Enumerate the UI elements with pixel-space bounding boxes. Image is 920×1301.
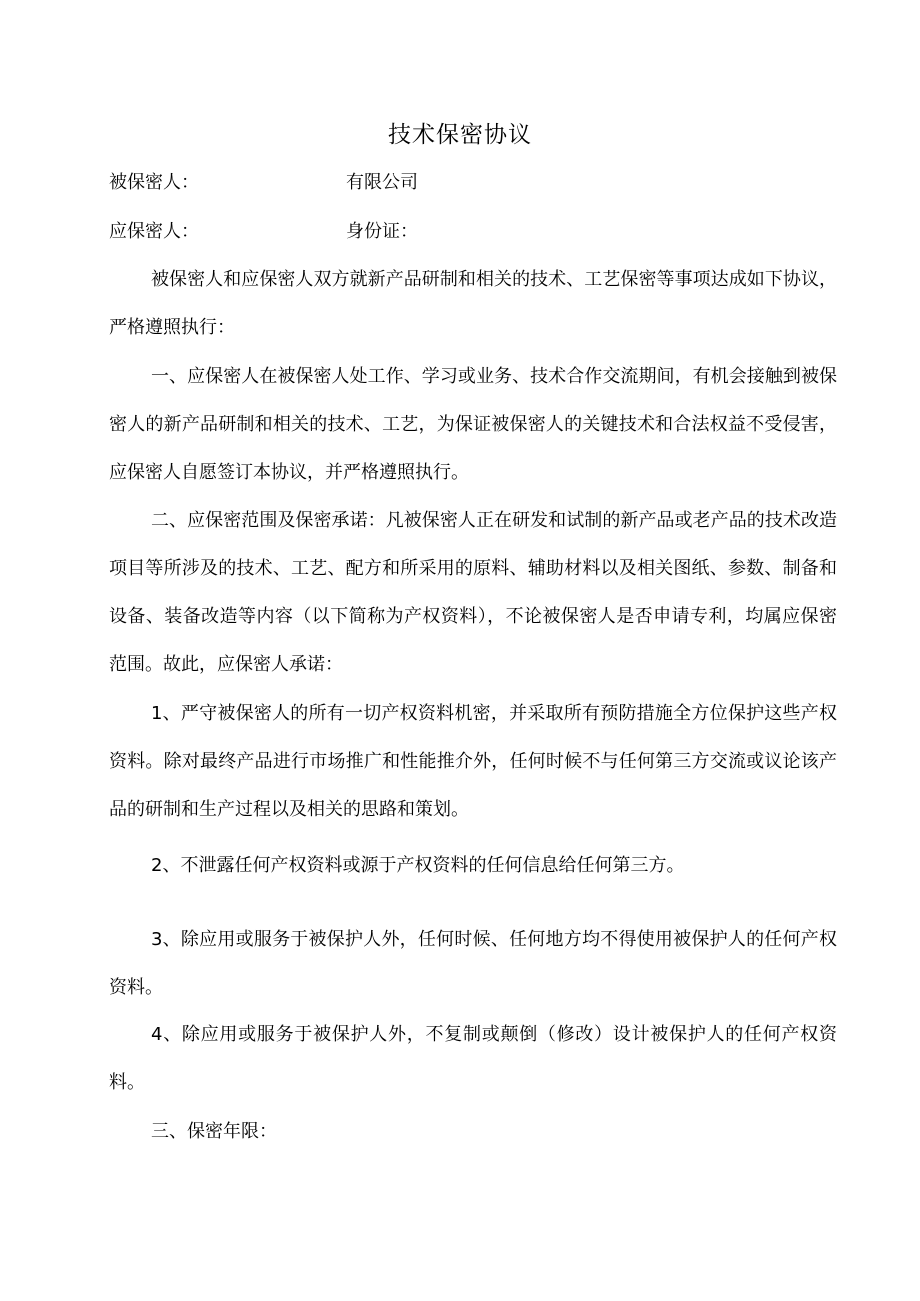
commitment-item-1: 1、严守被保密人的所有一切产权资料机密，并采取所有预防措施全方位保护这些产权资料。除对最终产品进行市场推广和性能推介外，任何时候不与任何第三方交流或议论该产品的研制和生产过程以及相关的思路和策划。: [109, 703, 837, 820]
document-title: 技术保密协议: [388, 122, 532, 148]
party-a-value: 有限公司: [346, 172, 418, 193]
intro-paragraph: 被保密人和应保密人双方就新产品研制和相关的技术、工艺保密等事项达成如下协议，严格遵照执行：: [109, 269, 837, 338]
clause-3-heading: 三、保密年限：: [151, 1121, 277, 1142]
commitment-item-4: 4、除应用或服务于被保护人外，不复制或颠倒（修改）设计被保护人的任何产权资料。: [109, 1024, 837, 1093]
clause-1: 一、应保密人在被保密人处工作、学习或业务、技术合作交流期间，有机会接触到被保密人的新产品研制和相关的技术、工艺，为保证被保密人的关键技术和合法权益不受侵害，应保密人自愿签订本协议，并严格遵照执行。: [109, 366, 837, 483]
commitment-item-2: 2、不泄露任何产权资料或源于产权资料的任何信息给任何第三方。: [151, 855, 685, 876]
clause-2: 二、应保密范围及保密承诺：凡被保密人正在研发和试制的新产品或老产品的技术改造项目等所涉及的技术、工艺、配方和所采用的原料、辅助材料以及相关图纸、参数、制备和设备、装备改造等内容（以下简称为产权资料），不论被保密人是否申请专利，均属应保密范围。故此，应保密人承诺：: [109, 510, 837, 675]
party-b-label: 应保密人：: [109, 221, 199, 242]
commitment-item-3: 3、除应用或服务于被保护人外，任何时候、任何地方均不得使用被保护人的任何产权资料。: [109, 929, 837, 998]
party-b-id-label: 身份证：: [346, 221, 418, 242]
party-a-label: 被保密人：: [109, 172, 199, 193]
